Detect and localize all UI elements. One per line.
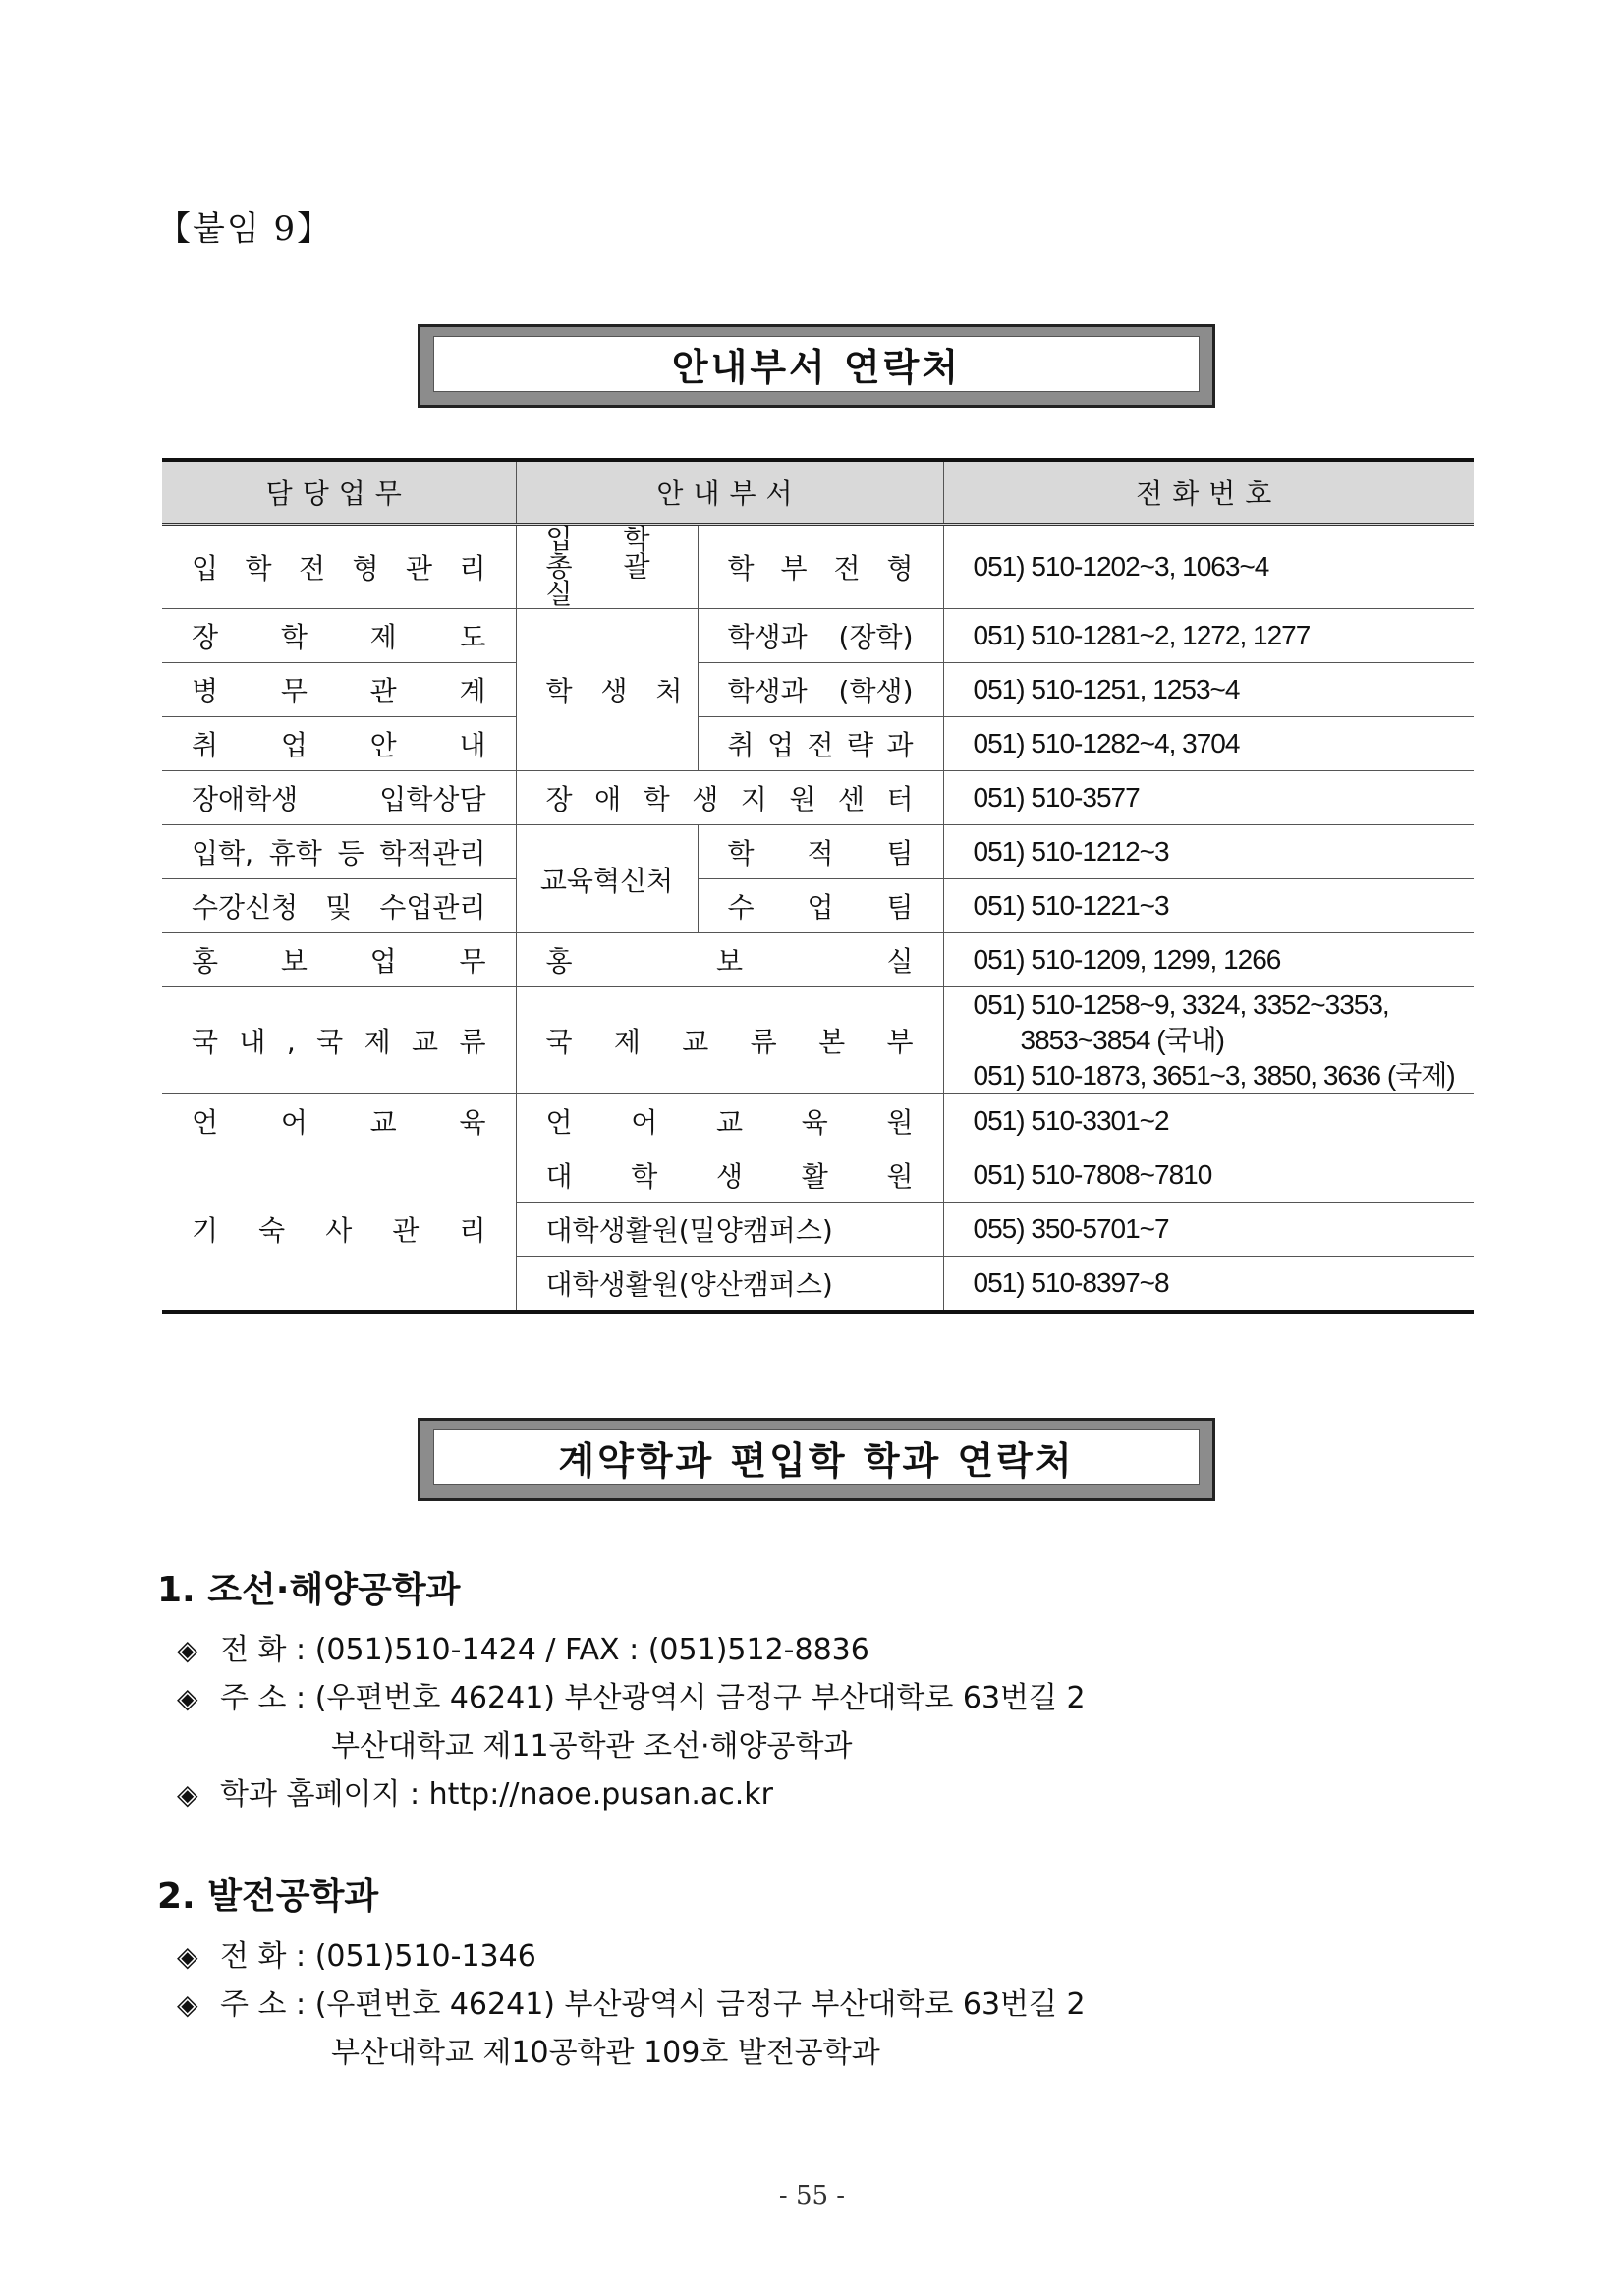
task-cell: 수강신청 및 수업관리 — [162, 879, 516, 933]
dept-cell: 홍 보 실 — [516, 933, 943, 987]
address-line-2: 부산대학교 제10공학관 109호 발전공학과 — [331, 2036, 880, 2070]
homepage-label: 학과 홈페이지 : — [220, 1777, 420, 1812]
diamond-bullet-icon: ◈ — [177, 1778, 198, 1811]
guide-title: 안내부서 연락처 — [433, 336, 1200, 392]
table-row — [162, 1094, 1474, 1148]
table-row — [162, 879, 1474, 933]
phone-cell: 051) 510-1202~3, 1063~4 — [943, 525, 1474, 609]
dept-cell: 장 애 학 생 지 원 센 터 — [516, 771, 943, 825]
table-row — [162, 717, 1474, 771]
department-section — [157, 1869, 1474, 2077]
header-task: 담당업무 — [162, 460, 516, 525]
guide-title-box — [418, 324, 1215, 408]
phone-cell: 051) 510-8397~8 — [943, 1257, 1474, 1313]
phone-line — [157, 1626, 1474, 1674]
phone-cell: 051) 510-1209, 1299, 1266 — [943, 933, 1474, 987]
dept-sub-cell: 수 업 팀 — [698, 879, 943, 933]
header-dept: 안내부서 — [516, 460, 943, 525]
dept-sub-cell: 학생과 (장학) — [698, 609, 943, 663]
task-cell: 장 학 제 도 — [162, 609, 516, 663]
phone-cell — [943, 987, 1474, 1094]
phone-label: 전 화 : — [220, 1633, 307, 1667]
task-cell: 언 어 교 육 — [162, 1094, 516, 1148]
header-phone: 전화번호 — [943, 460, 1474, 525]
task-cell: 국 내 , 국 제 교 류 — [162, 987, 516, 1094]
table-row — [162, 825, 1474, 879]
dept-sub-cell: 학 부 전 형 — [698, 525, 943, 609]
address-line-2: 부산대학교 제11공학관 조선·해양공학과 — [331, 1729, 853, 1764]
table-row — [162, 525, 1474, 609]
dept-cell: 대학생활원(밀양캠퍼스) — [516, 1203, 943, 1257]
address-line — [157, 1981, 1474, 2029]
phone-cell: 051) 510-1251, 1253~4 — [943, 663, 1474, 717]
phone-cell: 051) 510-1281~2, 1272, 1277 — [943, 609, 1474, 663]
table-row — [162, 609, 1474, 663]
phone-line: 051) 510-1258~9, 3324, 3352~3353, — [973, 989, 1389, 1020]
phone-cell: 051) 510-7808~7810 — [943, 1148, 1474, 1203]
phone-value: (051)510-1424 / FAX : (051)512-8836 — [314, 1633, 869, 1667]
dept-sub-cell: 학생과 (학생) — [698, 663, 943, 717]
contract-title: 계약학과 편입학 학과 연락처 — [433, 1429, 1200, 1485]
dept-cell: 대학생활원(양산캠퍼스) — [516, 1257, 943, 1313]
phone-cell: 051) 510-3577 — [943, 771, 1474, 825]
table-row — [162, 663, 1474, 717]
address-value: (우편번호 46241) 부산광역시 금정구 부산대학로 63번길 2 — [314, 1988, 1086, 2022]
table-header-row — [162, 460, 1474, 525]
table-row — [162, 987, 1474, 1094]
task-cell: 홍 보 업 무 — [162, 933, 516, 987]
contact-table — [162, 458, 1474, 1314]
department-title: 1. 조선·해양공학과 — [157, 1570, 461, 1610]
table-row — [162, 1148, 1474, 1203]
table-row — [162, 933, 1474, 987]
diamond-bullet-icon: ◈ — [177, 1988, 198, 2021]
phone-value: (051)510-1346 — [314, 1939, 536, 1974]
task-cell: 취 업 안 내 — [162, 717, 516, 771]
attachment-label: 【붙임 9】 — [157, 209, 333, 249]
address-line — [157, 1674, 1474, 1722]
page-number: - 55 - — [778, 2181, 846, 2211]
address-value: (우편번호 46241) 부산광역시 금정구 부산대학로 63번길 2 — [314, 1681, 1086, 1715]
phone-cell: 051) 510-3301~2 — [943, 1094, 1474, 1148]
homepage-line — [157, 1770, 1474, 1819]
phone-cell: 051) 510-1221~3 — [943, 879, 1474, 933]
dept-main-cell: 입 학 총 괄 실 — [516, 525, 698, 609]
task-cell: 병 무 관 계 — [162, 663, 516, 717]
dept-main-cell: 교육혁신처 — [516, 825, 698, 933]
phone-cell: 055) 350-5701~7 — [943, 1203, 1474, 1257]
phone-line — [157, 1932, 1474, 1981]
task-cell: 입 학 전 형 관 리 — [162, 525, 516, 609]
address-label: 주 소 : — [220, 1681, 307, 1715]
phone-cell: 051) 510-1212~3 — [943, 825, 1474, 879]
phone-label: 전 화 : — [220, 1939, 307, 1974]
task-cell: 기 숙 사 관 리 — [162, 1148, 516, 1313]
dept-main-cell: 학 생 처 — [516, 609, 698, 771]
dept-sub-cell: 학 적 팀 — [698, 825, 943, 879]
table-row — [162, 771, 1474, 825]
dept-cell: 대 학 생 활 원 — [516, 1148, 943, 1203]
department-section — [157, 1562, 1474, 1819]
dept-cell: 언 어 교 육 원 — [516, 1094, 943, 1148]
phone-line: 051) 510-1873, 3651~3, 3850, 3636 (국제) — [973, 1060, 1455, 1091]
address-label: 주 소 : — [220, 1988, 307, 2022]
phone-line: 3853~3854 (국내) — [1020, 1025, 1224, 1055]
contract-title-box — [418, 1418, 1215, 1501]
department-title: 2. 발전공학과 — [157, 1876, 379, 1917]
diamond-bullet-icon: ◈ — [177, 1940, 198, 1973]
task-cell: 입학, 휴학 등 학적관리 — [162, 825, 516, 879]
diamond-bullet-icon: ◈ — [177, 1634, 198, 1666]
dept-sub-cell: 취 업 전 략 과 — [698, 717, 943, 771]
dept-cell: 국 제 교 류 본 부 — [516, 987, 943, 1094]
homepage-link[interactable]: http://naoe.pusan.ac.kr — [428, 1777, 773, 1812]
diamond-bullet-icon: ◈ — [177, 1682, 198, 1714]
task-cell: 장애학생 입학상담 — [162, 771, 516, 825]
phone-cell: 051) 510-1282~4, 3704 — [943, 717, 1474, 771]
